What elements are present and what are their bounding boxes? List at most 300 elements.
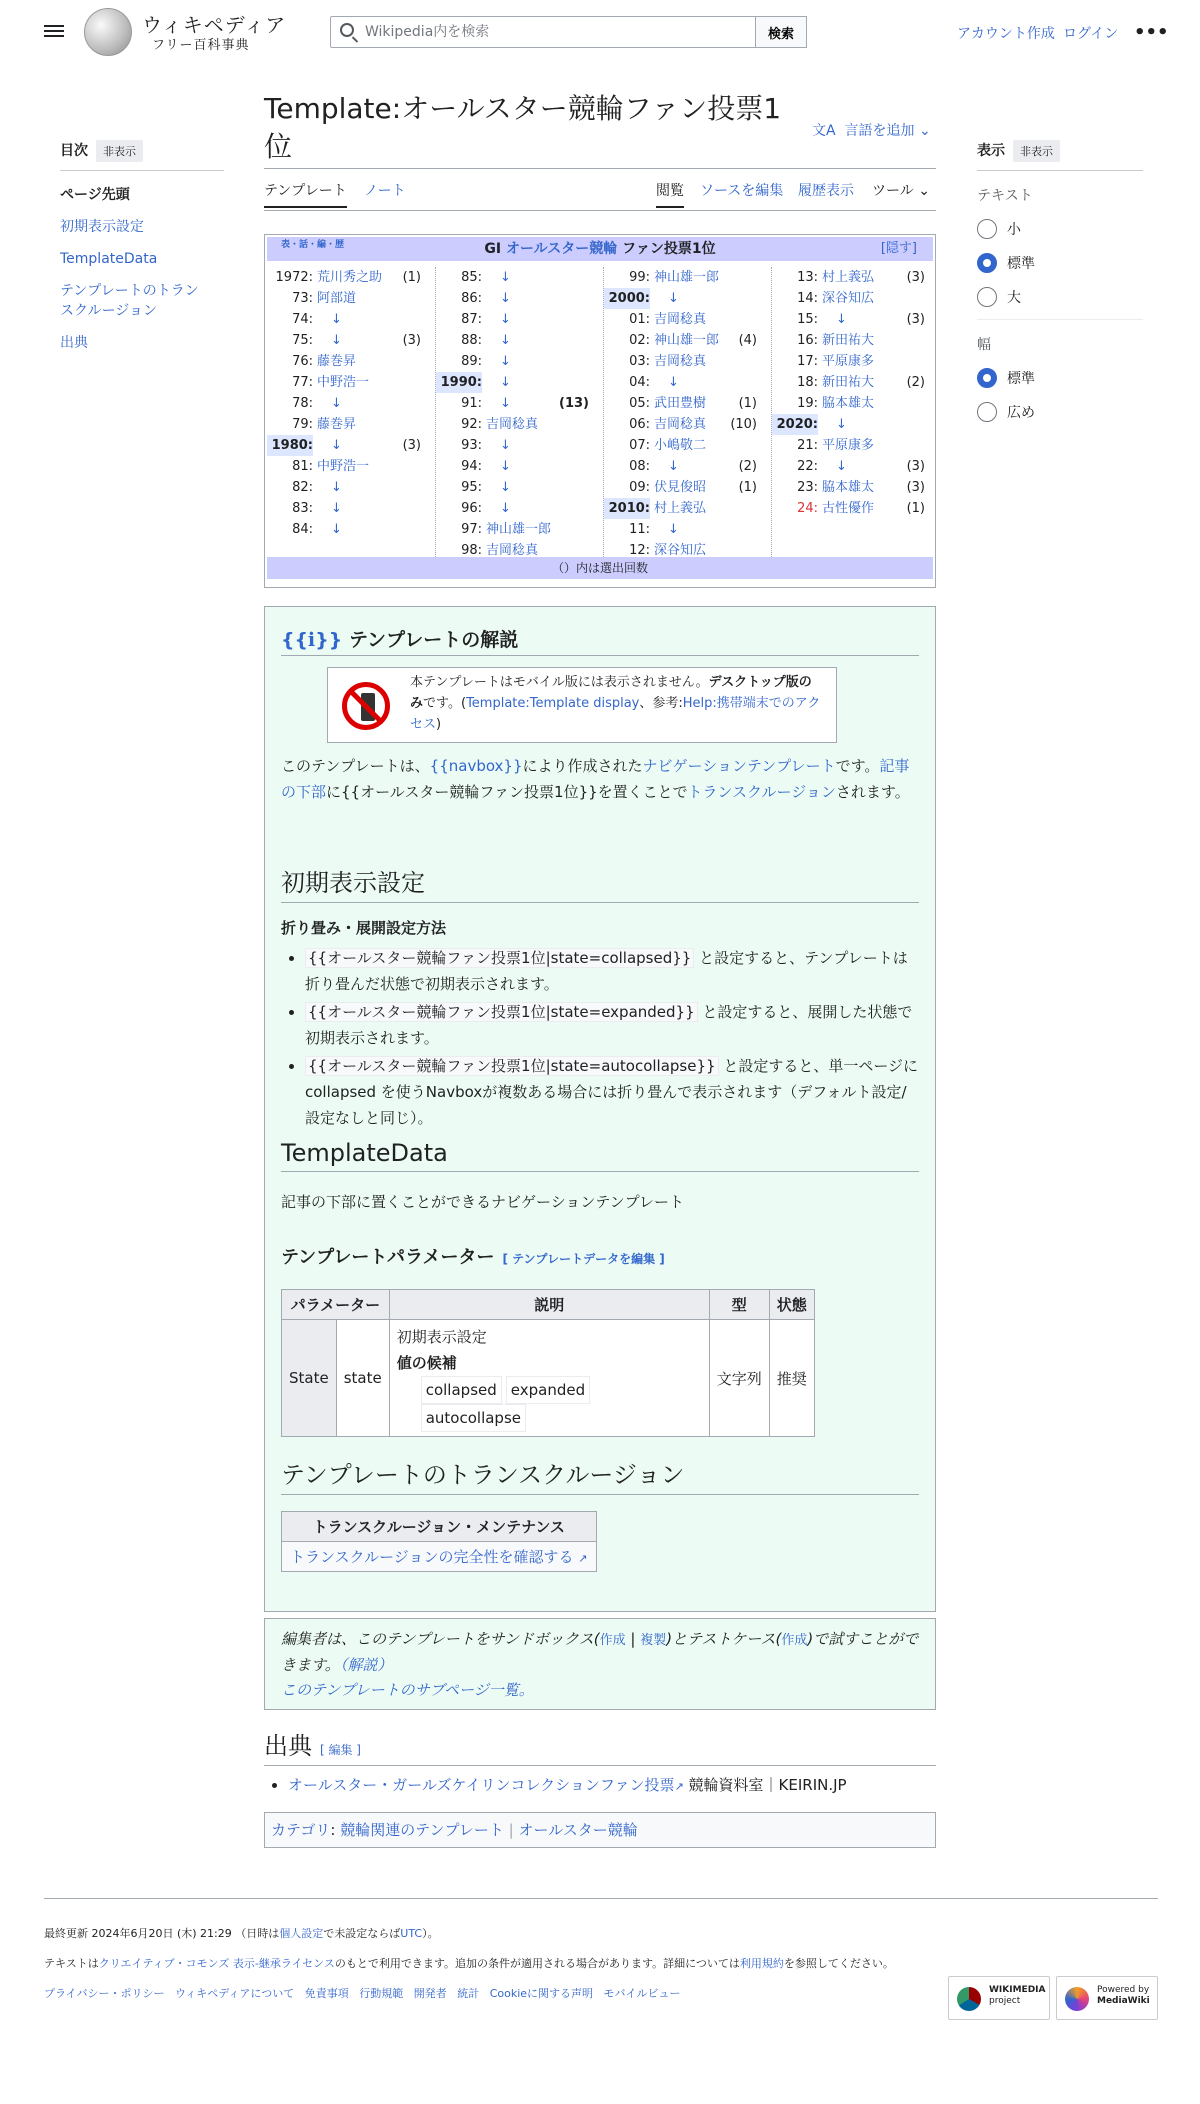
search-button[interactable]: 検索 — [755, 16, 807, 48]
navbox-winner[interactable]: 平原康多 — [822, 438, 875, 453]
navbox-row — [772, 309, 939, 330]
cc-license-link[interactable]: クリエイティブ・コモンズ 表示-継承ライセンス — [98, 1957, 335, 1970]
toc-item-sources[interactable]: 出典 — [60, 335, 88, 351]
subpages-link[interactable]: このテンプレートのサブページ一覧。 — [281, 1681, 534, 1699]
navbox-winner[interactable]: 村上義弘 — [822, 270, 875, 285]
intro-text: されます。 — [835, 783, 910, 801]
terms-link[interactable]: 利用規約 — [739, 1957, 784, 1970]
category-link[interactable]: 競輪関連のテンプレート — [340, 1821, 504, 1839]
mobile-notice — [327, 667, 837, 743]
list-item-text: と設定すると、展開した状態で初期表示されます。 — [305, 1003, 913, 1047]
navbox-winner[interactable]: 村上義弘 — [654, 501, 707, 516]
navbox-winner[interactable]: 神山雄一郎 — [654, 333, 720, 348]
chevron-down-icon: ⌄ — [918, 183, 930, 199]
navbox-winner[interactable]: 新田祐大 — [822, 375, 875, 390]
navbox-winner[interactable]: 吉岡稔真 — [654, 354, 707, 369]
mobile-help-link[interactable]: Help:携帯端末でのアクセス — [410, 696, 821, 732]
navbox-row — [604, 477, 771, 498]
wikimedia-badge[interactable] — [948, 1976, 1050, 2020]
navbox-row — [436, 540, 603, 561]
navbox-winner[interactable]: ↓ — [500, 291, 511, 306]
navbox-winner[interactable]: ↓ — [331, 438, 342, 453]
toc-item-top[interactable]: ページ先頭 — [60, 187, 130, 203]
navbox-count: (2) — [738, 459, 757, 474]
navbox-year: 02: — [629, 333, 650, 348]
navbox-year: 07: — [629, 438, 650, 453]
col-header: 型 — [709, 1290, 769, 1320]
navbox-winner[interactable]: ↓ — [331, 333, 342, 348]
candidates-label: 値の候補 — [396, 1354, 457, 1372]
navbox-year: 16: — [797, 333, 818, 348]
sources-list — [264, 1772, 936, 1802]
intro-text: このテンプレートは、 — [281, 757, 430, 775]
navbox-winner[interactable]: 伏見俊昭 — [654, 480, 707, 495]
width-standard[interactable] — [977, 368, 1143, 388]
sandbox-help-link[interactable]: （解説） — [339, 1656, 393, 1674]
list-item — [305, 1053, 919, 1131]
navbox-winner[interactable]: ↓ — [500, 354, 511, 369]
navbox-row — [772, 435, 939, 456]
navbox-winner[interactable]: ↓ — [331, 522, 342, 537]
sandbox-mirror-link[interactable]: 複製 — [640, 1633, 667, 1648]
navbox-count: (3) — [906, 270, 925, 285]
navbox-row — [436, 393, 603, 414]
navbox-row — [772, 456, 939, 477]
navbox-row — [772, 477, 939, 498]
preferences-link[interactable]: 個人設定 — [279, 1927, 324, 1940]
navbox-winner[interactable]: ↓ — [331, 312, 342, 327]
navbox-header — [267, 237, 933, 261]
list-item-text: と設定すると、単一ページに collapsed を使うNavboxが複数ある場合には折り畳んで表示されます（デフォルト設定/設定なしと同じ）。 — [305, 1057, 919, 1127]
navbox-winner[interactable]: 藤巻昇 — [317, 417, 357, 432]
navbox-row — [267, 414, 435, 435]
footer-link-mobile-view[interactable]: モバイルビュー — [603, 1987, 681, 2000]
footer-link-privacy[interactable]: プライバシー・ポリシー — [44, 1987, 165, 2000]
template-display-link[interactable]: Template:Template display — [466, 696, 640, 711]
navbox-count: (3) — [402, 438, 421, 453]
navbox-year[interactable]: 2020: — [772, 414, 818, 435]
navbox-winner[interactable]: 深谷知広 — [654, 543, 707, 558]
intro-text: です。 — [835, 757, 880, 775]
article-bottom-link[interactable]: 記事の下部 — [281, 757, 910, 801]
toc-title: 目次 — [60, 143, 88, 159]
param-status: 推奨 — [769, 1320, 814, 1437]
state-options-list — [281, 945, 919, 1133]
wikimedia-icon — [957, 1987, 981, 2011]
navbox-row — [436, 351, 603, 372]
radio-selected-icon — [977, 368, 997, 388]
sandbox-text: 編集者は、このテンプレートをサンドボックス — [281, 1630, 594, 1648]
footer-link-code-of-conduct[interactable]: 行動規範 — [359, 1987, 404, 2000]
more-options-icon[interactable]: ••• — [1134, 22, 1169, 43]
testcase-create-link[interactable]: 作成 — [781, 1633, 808, 1648]
tab-template[interactable]: テンプレート — [264, 180, 347, 208]
navbox-year: 82: — [292, 480, 313, 495]
navbox-row — [772, 393, 939, 414]
navbox-row — [436, 288, 603, 309]
add-language-button[interactable] — [812, 120, 931, 140]
navbox-year[interactable]: 2010: — [604, 498, 650, 519]
list-item — [288, 1772, 936, 1800]
param-label: State — [282, 1320, 337, 1437]
navbox-year: 83: — [292, 501, 313, 516]
navbox-count: (3) — [906, 312, 925, 327]
param-key: state — [336, 1320, 389, 1437]
navbox-year: 89: — [461, 354, 482, 369]
footer-text: で未設定ならば — [323, 1927, 401, 1940]
toc-hide-button[interactable]: 非表示 — [96, 140, 143, 162]
navbox-winner[interactable]: 吉岡稔真 — [654, 312, 707, 327]
param-type: 文字列 — [709, 1320, 769, 1437]
fold-heading: 折り畳み・展開設定方法 — [281, 919, 447, 937]
footer-link-developers[interactable]: 開発者 — [413, 1987, 447, 2000]
navbox-year: 94: — [461, 459, 482, 474]
navbox-year: 85: — [461, 270, 482, 285]
navbox-winner[interactable]: 阿部道 — [317, 291, 357, 306]
radio-icon — [977, 287, 997, 307]
navbox-winner[interactable]: 神山雄一郎 — [654, 270, 720, 285]
navbox-row — [267, 309, 435, 330]
footer-text: 最終更新 2024年6月20日 (木) 21:29 （日時は — [44, 1927, 280, 1940]
tab-tools[interactable] — [872, 180, 930, 200]
last-modified — [44, 1926, 439, 1942]
navbox-winner[interactable]: ↓ — [500, 438, 511, 453]
navbox-year[interactable]: 2000: — [604, 288, 650, 309]
toc-item-transclusion[interactable]: テンプレートのトランスクルージョン — [60, 283, 199, 319]
tab-read[interactable]: 閲覧 — [656, 180, 684, 208]
navbox-winner[interactable]: ↓ — [836, 312, 847, 327]
candidate-value: autocollapse — [421, 1404, 526, 1432]
radio-selected-icon — [977, 253, 997, 273]
code-snippet: {{オールスター競輪ファン投票1位|state=collapsed}} — [305, 948, 694, 968]
mobile-notice-text: 、参考: — [639, 696, 683, 711]
navbox-year: 79: — [292, 417, 313, 432]
badge-text: WIKIMEDIA — [989, 1985, 1046, 1995]
sandbox-text: で試すことができます。 — [281, 1630, 919, 1674]
navbox-winner[interactable]: 新田祐大 — [822, 333, 875, 348]
navbox-count: (3) — [906, 480, 925, 495]
text-size-standard[interactable] — [977, 253, 1143, 273]
width-wide[interactable] — [977, 402, 1143, 422]
mobile-notice-text: 本テンプレートはモバイル版には表示されません。 — [410, 675, 709, 690]
navbox-row — [772, 288, 939, 309]
category-box: カテゴリ: 競輪関連のテンプレート | オールスター競輪 — [264, 1812, 936, 1848]
create-account-link[interactable]: アカウント作成 — [957, 26, 1055, 42]
license-notice — [44, 1956, 944, 1972]
navbox-year: 18: — [797, 375, 818, 390]
nav-template-link[interactable]: ナビゲーションテンプレート — [642, 757, 836, 775]
transclusion-link[interactable]: トランスクルージョン — [687, 783, 836, 801]
param-table — [281, 1289, 815, 1437]
list-item — [305, 999, 919, 1051]
badge-text: MediaWiki — [1097, 1996, 1150, 2006]
tabs-divider — [264, 210, 936, 211]
navbox-winner[interactable]: ↓ — [500, 396, 511, 411]
navbox-row — [772, 498, 939, 519]
navbox-year: 23: — [797, 480, 818, 495]
info-icon[interactable]: {{ℹ}} — [281, 629, 343, 651]
navbox-year: 11: — [629, 522, 650, 537]
footer-text: のもとで利用できます。追加の条件が適用される場合があります。詳細については — [334, 1957, 740, 1970]
navbox-winner[interactable]: ↓ — [500, 375, 511, 390]
navbox-year: 74: — [292, 312, 313, 327]
navbox — [264, 234, 936, 588]
tools-label: ツール — [872, 183, 914, 199]
utc-link[interactable]: UTC — [400, 1927, 423, 1940]
navbox-year: 87: — [461, 312, 482, 327]
navbox-winner[interactable]: 中野浩一 — [317, 459, 370, 474]
navbox-row — [436, 309, 603, 330]
navbox-title-suffix: ファン投票1位 — [617, 241, 716, 257]
navbox-row — [267, 456, 435, 477]
radio-icon — [977, 402, 997, 422]
footer-link-about[interactable]: ウィキペディアについて — [174, 1987, 295, 2000]
navbox-row — [604, 309, 771, 330]
navbox-winner[interactable]: 藤巻昇 — [317, 354, 357, 369]
search-input[interactable] — [365, 22, 745, 42]
navbox-count: (1) — [402, 270, 421, 285]
sandbox-note: 編集者は、このテンプレートをサンドボックス(作成 | 複製)とテストケース(作成)で試すことができます。（解説） このテンプレートのサブページ一覧。 — [264, 1618, 936, 1710]
navbox-column — [771, 267, 939, 557]
navbox-year: 73: — [292, 291, 313, 306]
navbox-count: (2) — [906, 375, 925, 390]
documentation-box — [264, 606, 936, 1612]
navbox-title-prefix: GI — [484, 241, 506, 257]
navbox-row — [267, 519, 435, 540]
navbox-winner[interactable]: ↓ — [668, 522, 679, 537]
navbox-row — [604, 414, 771, 435]
navbox-template-link[interactable]: {{navbox}} — [429, 757, 523, 775]
navbox-body — [267, 261, 933, 557]
navbox-row — [604, 267, 771, 288]
navbox-winner[interactable]: 古性優作 — [822, 501, 875, 516]
navbox-winner[interactable]: ↓ — [668, 375, 679, 390]
navbox-vte-links[interactable]: 表・話・編・歴 — [281, 240, 345, 250]
mediawiki-icon — [1065, 1987, 1089, 2011]
navbox-row — [267, 477, 435, 498]
navbox-winner[interactable]: ↓ — [668, 459, 679, 474]
logo-title[interactable]: ウィキペディア — [142, 13, 287, 37]
navbox-winner[interactable]: 深谷知広 — [822, 291, 875, 306]
category-link[interactable]: オールスター競輪 — [518, 1821, 638, 1839]
navbox-row — [436, 435, 603, 456]
navbox-winner[interactable]: ↓ — [836, 459, 847, 474]
candidate-value: collapsed — [421, 1376, 502, 1404]
navbox-row — [604, 393, 771, 414]
intro-text: により作成された — [522, 757, 643, 775]
tab-history[interactable]: 履歴表示 — [798, 183, 854, 199]
navbox-winner[interactable]: ↓ — [836, 417, 847, 432]
navbox-row — [436, 477, 603, 498]
source-publisher: 競輪資料室｜KEIRIN.JP — [683, 1776, 847, 1794]
navbox-title-link[interactable]: オールスター競輪 — [505, 241, 618, 257]
display-title: 表示 — [977, 143, 1005, 159]
navbox-winner[interactable]: 吉岡稔真 — [486, 543, 539, 558]
navbox-winner[interactable]: 脇本雄太 — [822, 480, 875, 495]
page-title: Template:オールスター競輪ファン投票1位 — [264, 92, 782, 163]
navbox-year: 84: — [292, 522, 313, 537]
navbox-winner[interactable]: 武田豊樹 — [654, 396, 707, 411]
title-divider — [264, 168, 936, 169]
navbox-winner[interactable]: ↓ — [331, 501, 342, 516]
navbox-row — [436, 267, 603, 288]
footer-divider — [44, 1898, 1158, 1899]
navbox-row — [604, 435, 771, 456]
footer-link-disclaimer[interactable]: 免責事項 — [304, 1987, 349, 2000]
navbox-count: (1) — [906, 501, 925, 516]
list-item-text: と設定すると、テンプレートは折り畳んだ状態で初期表示されます。 — [305, 949, 908, 993]
edit-sources-link[interactable]: [ 編集 ] — [320, 1743, 361, 1757]
footer-text: テキストは — [44, 1957, 99, 1970]
navbox-winner[interactable]: 荒川秀之助 — [317, 270, 383, 285]
navbox-winner[interactable]: ↓ — [331, 480, 342, 495]
param-heading-text: テンプレートパラメーター — [281, 1247, 495, 1268]
navbox-count: (3) — [906, 459, 925, 474]
login-link[interactable]: ログイン — [1063, 26, 1119, 42]
table-of-contents — [60, 140, 224, 365]
option-label: 大 — [1007, 290, 1021, 306]
doc-intro — [281, 753, 919, 805]
tab-edit-source[interactable]: ソースを編集 — [700, 183, 784, 199]
sandbox-create-link[interactable]: 作成 — [599, 1633, 626, 1648]
category-label-link[interactable]: カテゴリ — [271, 1821, 331, 1839]
navbox-row — [604, 498, 771, 519]
navbox-row — [604, 330, 771, 351]
navbox-year: 04: — [629, 375, 650, 390]
navbox-year: 22: — [797, 459, 818, 474]
param-heading — [281, 1243, 919, 1269]
navbox-year: 92: — [461, 417, 482, 432]
main-menu-icon[interactable] — [44, 22, 64, 40]
navbox-year: 1972: — [275, 270, 313, 285]
option-label: 小 — [1007, 222, 1021, 238]
navbox-winner[interactable]: ↓ — [500, 333, 511, 348]
navbox-row — [436, 372, 603, 393]
navbox-winner[interactable]: ↓ — [500, 459, 511, 474]
navbox-year: 15: — [797, 312, 818, 327]
footer-link-cookie[interactable]: Cookieに関する声明 — [489, 1987, 594, 2000]
sources-heading — [264, 1726, 936, 1766]
footer-link-stats[interactable]: 統計 — [457, 1987, 480, 2000]
code-snippet: {{オールスター競輪ファン投票1位|state=expanded}} — [305, 1002, 698, 1022]
logo-subtitle: フリー百科事典 — [152, 38, 250, 53]
navbox-winner[interactable]: 脇本雄太 — [822, 396, 875, 411]
col-header: パラメーター — [282, 1290, 390, 1320]
navbox-winner[interactable]: ↓ — [500, 501, 511, 516]
navbox-winner[interactable]: ↓ — [500, 312, 511, 327]
navbox-row — [267, 267, 435, 288]
mobile-notice-text: です。( — [423, 696, 467, 711]
add-language-label: 言語を追加 — [844, 123, 915, 139]
navbox-year[interactable]: 1980: — [267, 435, 313, 456]
navbox-row — [604, 372, 771, 393]
navbox-hide-toggle[interactable]: [隠す] — [880, 241, 917, 256]
navbox-year[interactable]: 1990: — [436, 372, 482, 393]
navbox-winner[interactable]: ↓ — [500, 270, 511, 285]
navbox-year: 88: — [461, 333, 482, 348]
tab-talk[interactable]: ノート — [364, 183, 406, 199]
navbox-winner[interactable]: 神山雄一郎 — [486, 522, 552, 537]
chevron-down-icon: ⌄ — [918, 123, 931, 139]
navbox-row — [772, 372, 939, 393]
badge-text: project — [989, 1996, 1021, 2006]
text-size-small[interactable] — [977, 219, 1143, 239]
navbox-year: 03: — [629, 354, 650, 369]
navbox-winner[interactable]: ↓ — [331, 396, 342, 411]
maintenance-table — [281, 1511, 597, 1572]
navbox-year: 98: — [461, 543, 482, 558]
sources-heading-text: 出典 — [264, 1732, 312, 1760]
navbox-row — [604, 519, 771, 540]
navbox-year: 76: — [292, 354, 313, 369]
mediawiki-badge[interactable] — [1056, 1976, 1158, 2020]
navbox-winner[interactable]: 吉岡稔真 — [654, 417, 707, 432]
navbox-row — [267, 435, 435, 456]
transclusion-heading: テンプレートのトランスクルージョン — [281, 1455, 919, 1495]
navbox-year: 95: — [461, 480, 482, 495]
check-transclusion-link[interactable]: トランスクルージョンの完全性を確認する — [290, 1548, 574, 1566]
initial-display-heading: 初期表示設定 — [281, 863, 919, 903]
param-description: 初期表示設定 — [396, 1328, 487, 1346]
navbox-winner[interactable]: 中野浩一 — [317, 375, 370, 390]
navbox-column — [603, 267, 771, 557]
navbox-row — [772, 330, 939, 351]
navbox-year: 01: — [629, 312, 650, 327]
external-link-icon: ↗ — [674, 1780, 684, 1793]
toc-item-initial-display[interactable]: 初期表示設定 — [60, 219, 144, 235]
search-box — [330, 16, 756, 48]
mobile-notice-text: ) — [436, 717, 442, 732]
doc-heading-text: テンプレートの解説 — [348, 629, 519, 651]
display-hide-button[interactable]: 非表示 — [1013, 140, 1060, 162]
navbox-year: 81: — [292, 459, 313, 474]
navbox-year: 77: — [292, 375, 313, 390]
navbox-count: (1) — [738, 396, 757, 411]
external-link-icon: ↗ — [578, 1552, 588, 1565]
text-size-large[interactable] — [977, 287, 1143, 307]
navbox-year: 86: — [461, 291, 482, 306]
navbox-winner[interactable]: 平原康多 — [822, 354, 875, 369]
navbox-row — [267, 372, 435, 393]
navbox-count: (4) — [738, 333, 757, 348]
navbox-row — [436, 330, 603, 351]
footer-links — [44, 1986, 681, 2002]
mobile-notice-bold: デスクトップ版のみ — [410, 675, 812, 711]
navbox-year: 05: — [629, 396, 650, 411]
navbox-year: 08: — [629, 459, 650, 474]
wikipedia-globe-logo[interactable] — [84, 8, 132, 56]
toc-item-templatedata[interactable]: TemplateData — [60, 251, 158, 267]
navbox-winner[interactable]: ↓ — [500, 480, 511, 495]
navbox-row — [436, 498, 603, 519]
navbox-row — [604, 540, 771, 561]
navbox-year: 12: — [629, 543, 650, 558]
navbox-row — [604, 288, 771, 309]
navbox-year: 17: — [797, 354, 818, 369]
navbox-winner[interactable]: 小嶋敬二 — [654, 438, 707, 453]
navbox-count: (10) — [730, 417, 757, 432]
navbox-winner[interactable]: 吉岡稔真 — [486, 417, 539, 432]
option-label: 広め — [1007, 405, 1035, 421]
navbox-year: 19: — [797, 396, 818, 411]
edit-templatedata-link[interactable]: [ テンプレートデータを編集 ] — [502, 1252, 665, 1266]
navbox-year: 24: — [797, 501, 818, 516]
page-tabs — [264, 180, 936, 210]
navbox-winner[interactable]: ↓ — [668, 291, 679, 306]
navbox-row — [436, 456, 603, 477]
girls-keirin-link[interactable]: オールスター・ガールズケイリンコレクションファン投票 — [288, 1776, 675, 1794]
templatedata-description: 記事の下部に置くことができるナビゲーションテンプレート — [281, 1193, 685, 1211]
